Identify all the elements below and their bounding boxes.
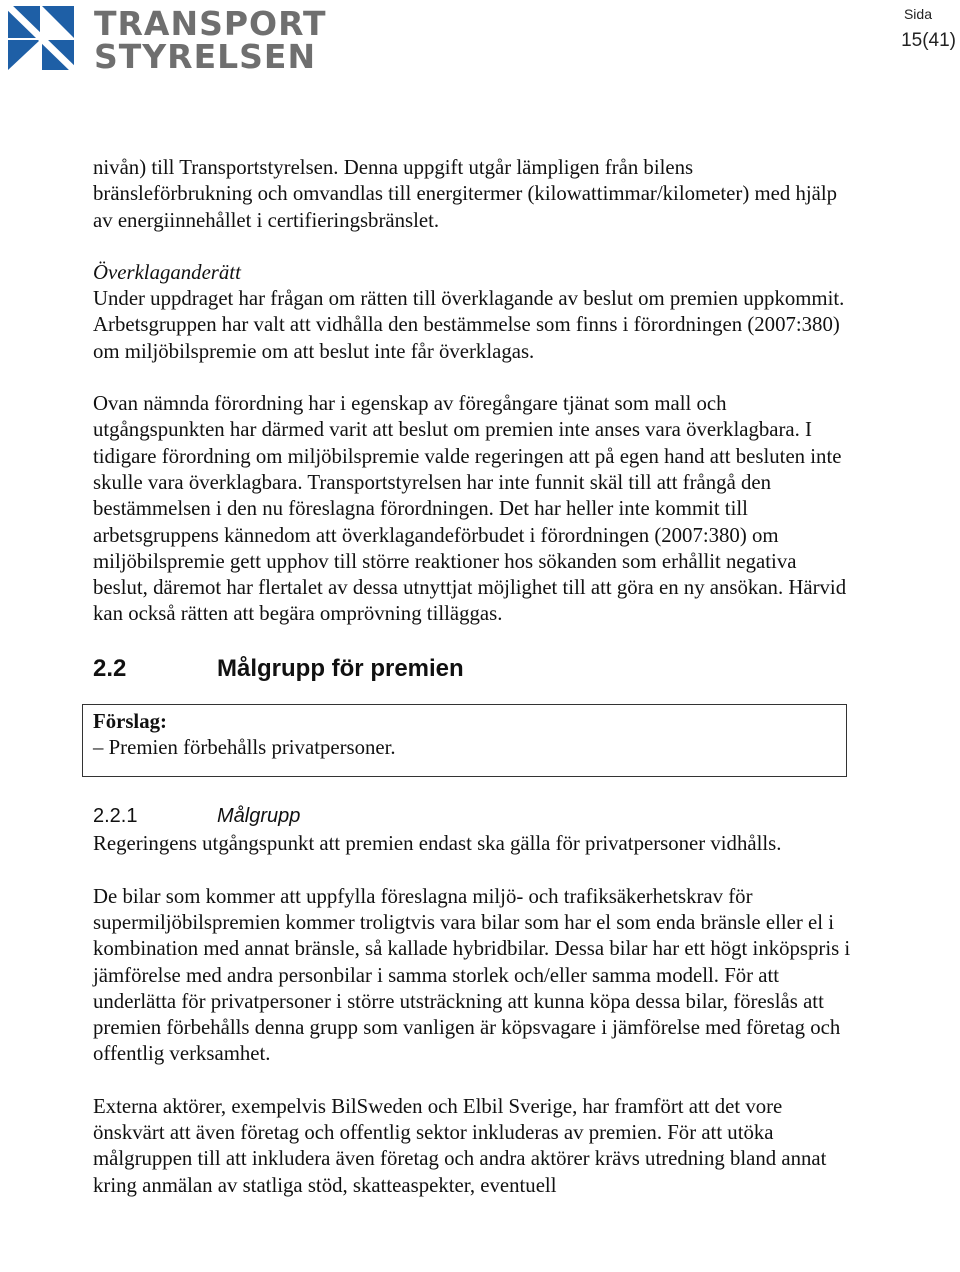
paragraph-appeal: Under uppdraget har frågan om rätten till överklagande av beslut om premien uppkommit. Arbetsgruppen har valt att vidhålla den bestämmelse som finns i förordningen (2007:380) om miljöbilspremie om att beslut inte får överklagas. [93, 287, 845, 363]
logo-text-transport: TRANSPORT [94, 4, 327, 43]
paragraph-regulation: Ovan nämnda förordning har i egenskap av föregångare tjänat som mall och utgångspunkten har därmed varit att beslut om premien inte anses vara överklagbara. I tidigare förordning om miljöbilspremie valde regeringen att på egen hand att besluten inte skulle vara överklagbara. Transportstyrelsen har inte funnit skäl till att frångå den bestämmelsen i den nu föreslagna förordningen. Det har heller inte kommit till arbetsgruppens kännedom att överklagandeförbudet i förordningen (2007:380) om miljöbilspremie gett upphov till större reaktioner hos sökanden som erhållit negativa beslut, däremot har flertalet av dessa utnyttjat möjlighet till att göra en ny ansökan. Härvid kan också rätten att begära omprövning tilläggas. [93, 392, 847, 626]
paragraph-target-group: Regeringens utgångspunkt att premien endast ska gälla för privatpersoner vidhålls. [93, 832, 782, 856]
page-number: 15(41) [901, 30, 956, 51]
section-heading [93, 654, 853, 684]
logo-emblem-icon [6, 4, 76, 72]
proposal-label: Förslag: [93, 709, 167, 733]
subsection-heading [93, 801, 853, 831]
section-title: Målgrupp för premien [217, 654, 464, 682]
page-label: Sida [903, 6, 932, 22]
logo-text-styrelsen: STYRELSEN [94, 37, 317, 76]
document-body [93, 155, 853, 1199]
proposal-text: – Premien förbehålls privatpersoner. [93, 736, 396, 760]
paragraph-energy: nivån) till Transportstyrelsen. Denna uppgift utgår lämpligen från bilens bränsleförbrukning och omvandlas till energitermer (kilowattimmar/kilometer) med hjälp av energiinnehållet i certifieringsbränslet. [93, 156, 838, 232]
subsection-number: 2.2.1 [93, 805, 138, 828]
paragraph-vehicles: De bilar som kommer att uppfylla föreslagna miljö- och trafiksäkerhetskrav för supermiljöbilspremien kommer troligtvis vara bilar som har el som enda bränsle eller el i kombination med annat bränsle, så kallade hybridbilar. Dessa bilar har ett högt inköpspris i jämförelse med andra personbilar i samma storlek och/eller samma modell. För att underlätta för privatpersoner i större utsträckning att kunna köpa dessa bilar, föreslås att premien förbehålls denna grupp som vanligen är köpsvagare i jämförelse med företag och offentlig verksamhet. [93, 884, 851, 1066]
appeal-heading: Överklaganderätt [93, 260, 241, 284]
subsection-title: Målgrupp [217, 805, 301, 828]
section-number: 2.2 [93, 654, 127, 682]
proposal-box [82, 704, 847, 778]
paragraph-external-actors: Externa aktörer, exempelvis BilSweden och Elbil Sverige, har framfört att det vore önskvärt att även företag och offentlig sektor inkluderas av premien. För att utöka målgruppen till att inkludera även företag och andra aktörer krävs utredning bland annat kring anmälan av statliga stöd, skatteaspekter, eventuell [93, 1094, 827, 1197]
transportstyrelsen-logo [6, 4, 327, 76]
